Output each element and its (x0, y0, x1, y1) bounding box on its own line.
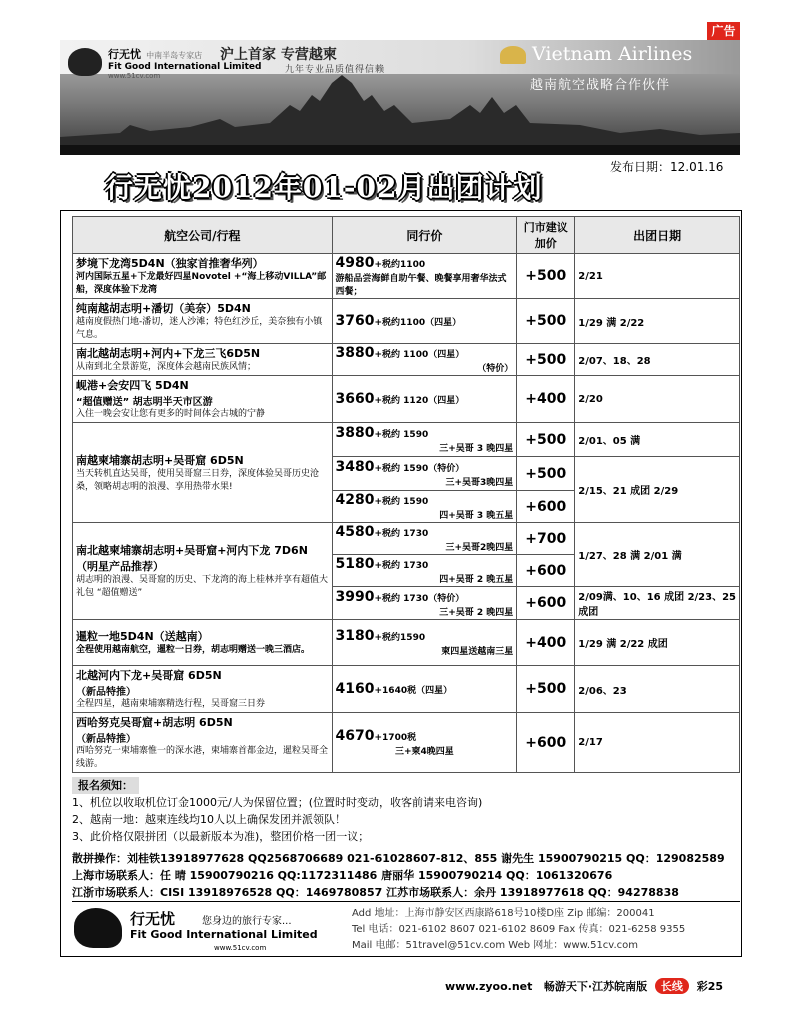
col-route: 航空公司/行程 (73, 217, 333, 254)
add-price: +400 (517, 620, 575, 666)
table-row (73, 620, 740, 666)
page-number: 彩25 (696, 980, 724, 993)
tour-dates: 2/20 (575, 376, 740, 423)
add-price: +600 (517, 713, 575, 773)
slogan: 沪上首家 专营越柬 (220, 47, 337, 63)
tour-dates: 2/07、18、28 (575, 344, 740, 376)
col-add: 门市建议加价 (517, 217, 575, 254)
price-main: 4160 (335, 681, 375, 697)
airline-logo (500, 43, 692, 65)
table-row (73, 666, 740, 713)
route-desc: 从南到北全景游览，深度体会越南民族风情； (76, 362, 257, 372)
price-main: 4670 (335, 728, 375, 744)
price-note: 三+吴哥 3 晚四星 (439, 444, 514, 454)
footer-slogan: 畅游天下·江苏皖南版 (543, 980, 648, 993)
price-tax: +税约 1590 (374, 497, 429, 507)
footer-address: Add 地址：上海市静安区西康路618号10楼D座 Zip 邮编：200041 (352, 908, 655, 919)
route-name: 南北越柬埔寨胡志明+吴哥窟+河内下龙 7D6N（明星产品推荐） (76, 544, 308, 573)
price-note: 四+吴哥 3 晚五星 (439, 511, 514, 521)
footer-logo (74, 906, 334, 952)
footer-company (72, 901, 740, 956)
price-tax: +税约1590 (374, 633, 426, 643)
price-tax: +税约 1100（四星） (374, 350, 465, 360)
route-desc: 河内国际五星+下龙最好四星Novotel +“海上移动VILLA”邮船，深度体验下龙湾 (76, 272, 327, 295)
route-desc: 当天转机直达吴哥，使用吴哥窟三日券，深度体验吴哥历史沧桑，领略胡志明的浪漫、享用热带水果! (76, 468, 320, 492)
table-header-row (73, 217, 740, 254)
horse-logo-icon (74, 908, 122, 948)
page-footer (445, 978, 723, 994)
price-main: 3880 (335, 425, 375, 441)
table-row (73, 344, 740, 376)
footer-mail: Mail 电邮：51travel@51cv.com Web 网址：www.51cv.com (352, 940, 638, 951)
table-row (73, 254, 740, 299)
table-row (73, 376, 740, 423)
add-price: +600 (517, 491, 575, 523)
add-price: +400 (517, 376, 575, 423)
add-price: +500 (517, 254, 575, 299)
price-main: 3480 (335, 459, 375, 475)
price-main: 5180 (335, 556, 375, 572)
route-desc: 入住一晚会安让您有更多的时间体会古城的宁静 (76, 409, 266, 419)
add-price: +600 (517, 587, 575, 620)
tour-dates: 2/21 (575, 254, 740, 299)
footer-en: Fit Good International Limited (130, 928, 318, 941)
logo-cn: 行无忧 (108, 48, 141, 61)
logo-url: www.51cv.com (108, 72, 161, 80)
add-price: +500 (517, 666, 575, 713)
price-tax: +税约 1120（四星） (374, 396, 465, 406)
route-name: 岘港+会安四飞 5D4N (76, 379, 189, 392)
tour-dates: 2/15、21 成团 2/29 (575, 457, 740, 523)
price-tax: +税约 1730（特价） (374, 593, 465, 604)
notice-title: 报名须知： (72, 777, 139, 794)
contact-line: 散拼操作：刘桂铁13918977628 QQ2568706689 021-61028607-812、855 谢先生 15900790215 QQ：129082589 (72, 852, 725, 865)
footer-tel: Tel 电话：021-6102 8607 021-6102 8609 Fax 传真：021-6258 9355 (352, 924, 686, 935)
header-banner (60, 40, 740, 155)
table-row (73, 523, 740, 555)
price-tax: +1700税 (374, 733, 417, 743)
price-note: 三+柬4晚四星 (395, 747, 454, 757)
add-price: +700 (517, 523, 575, 555)
temple-silhouette-icon (60, 75, 740, 155)
ad-tag: 广告 (707, 22, 740, 41)
price-main: 4980 (335, 255, 375, 271)
notice-item: 2、越南一地：越柬连线均10人以上确保发团并派领队！ (72, 813, 346, 826)
contacts-section (72, 850, 740, 901)
route-tag: （新品特推） (76, 687, 136, 698)
route-name: 纯南越胡志明+潘切（美奈）5D4N (76, 302, 251, 315)
col-dates: 出团日期 (575, 217, 740, 254)
route-desc: 全程四星，越南柬埔寨精选行程，吴哥窟三日券 (76, 699, 266, 709)
footer-tagline: 您身边的旅行专家... (202, 916, 292, 927)
price-tax: +1640税（四星） (374, 686, 453, 696)
route-desc: 越南度假热门地-潘切，迷人沙滩；特色红沙丘，美奈独有小镇气息。 (76, 317, 323, 340)
price-main: 4280 (335, 492, 375, 508)
horse-logo-icon (68, 48, 102, 76)
section-pill: 长线 (655, 978, 689, 994)
price-tax: +税约1100 (374, 260, 426, 270)
notice-item: 1、机位以收取机位订金1000元/人为保留位置；(位置时时变动，收客前请来电咨询) (72, 796, 483, 809)
add-price: +500 (517, 423, 575, 457)
tour-dates: 2/06、23 (575, 666, 740, 713)
logo-en: Fit Good International Limited (108, 62, 262, 72)
price-main: 3180 (335, 628, 375, 644)
price-note: 游船品尝海鲜自助午餐、晚餐享用奢华法式西餐； (335, 274, 507, 297)
route-gift: “超值赠送” 胡志明半天市区游 (76, 397, 213, 408)
tour-dates: 1/27、28 满 2/01 满 (575, 523, 740, 587)
price-tax: +税约 1730 (374, 561, 429, 571)
tour-dates: 1/29 满 2/22 (575, 299, 740, 344)
price-main: 3660 (335, 391, 375, 407)
route-name: 梦境下龙湾5D4N（独家首推奢华列） (76, 257, 264, 270)
table-row (73, 423, 740, 457)
airline-name: Vietnam Airlines (532, 43, 693, 65)
route-name: 北越河内下龙+吴哥窟 6D5N (76, 669, 222, 682)
tour-dates: 2/17 (575, 713, 740, 773)
price-main: 3760 (335, 313, 375, 329)
route-desc: 西哈努克一柬埔寨惟一的深水港，柬埔寨首都金边，暹粒吴哥全线游。 (76, 746, 329, 769)
tour-table (72, 216, 740, 773)
price-tax: +税约 1590 (374, 430, 429, 440)
price-note: 四+吴哥 2 晚五星 (439, 575, 514, 585)
publish-date: 发布日期：12.01.16 (610, 160, 724, 174)
price-tax: +税约 1590（特价） (374, 464, 465, 474)
price-note: 三+吴哥2晚四星 (445, 543, 514, 553)
notice-section (72, 777, 740, 845)
add-price: +500 (517, 457, 575, 491)
add-price: +500 (517, 299, 575, 344)
route-desc: 胡志明的浪漫、吴哥窟的历史、下龙湾的海上桂林并享有超值大礼包 “超值赠送” (76, 575, 329, 598)
contact-line: 上海市场联系人：任 晴 15900790216 QQ:1172311486 唐丽华 15900790214 QQ：1061320676 (72, 869, 613, 882)
tour-dates: 1/29 满 2/22 成团 (575, 620, 740, 666)
add-price: +600 (517, 555, 575, 587)
route-name: 西哈努克吴哥窟+胡志明 6D5N (76, 716, 233, 729)
add-price: +500 (517, 344, 575, 376)
contact-line: 江浙市场联系人：CISI 13918976528 QQ：1469780857 江苏市场联系人：余丹 13918977618 QQ：94278838 (72, 886, 679, 899)
logo-cn-sub: 中南半岛专家店 (146, 51, 203, 60)
airline-sub: 越南航空战略合作伙伴 (530, 78, 671, 93)
footer-cn: 行无忧 (130, 910, 176, 928)
route-tag: （新品特推） (76, 734, 136, 745)
price-tax: +税约 1730 (374, 529, 429, 539)
route-desc: 全程使用越南航空，暹粒一日券，胡志明赠送一晚三酒店。 (76, 645, 311, 655)
footer-info (352, 906, 740, 954)
table-row (73, 713, 740, 773)
price-main: 4580 (335, 524, 375, 540)
col-price: 同行价 (332, 217, 517, 254)
route-name: 南越柬埔寨胡志明+吴哥窟 6D5N (76, 453, 244, 467)
price-tax: +税约1100（四星） (374, 318, 462, 328)
price-note: （特价） (477, 364, 514, 374)
notice-item: 3、此价格仅限拼团（以最新版本为准)，整团价格一团一议； (72, 830, 370, 843)
route-name: 暹粒一地5D4N（送越南） (76, 630, 209, 643)
price-note: 柬四星送越南三星 (441, 647, 514, 657)
page-title: 行无忧2012年01-02月出团计划 (105, 171, 543, 204)
tour-dates: 2/09满、10、16 成团 2/23、25 成团 (575, 587, 740, 620)
price-main: 3990 (335, 588, 375, 605)
price-main: 3880 (335, 345, 375, 361)
tour-dates: 2/01、05 满 (575, 423, 740, 457)
table-row (73, 299, 740, 344)
footer-url: www.51cv.com (214, 944, 267, 952)
lotus-icon (500, 46, 526, 64)
slogan-sub: 九年专业品质值得信赖 (285, 65, 386, 75)
price-note: 三+吴哥 2 晚四星 (439, 607, 514, 618)
price-note: 三+吴哥3晚四星 (445, 478, 514, 488)
footer-site: www.zyoo.net (445, 980, 533, 993)
route-name: 南北越胡志明+河内+下龙三飞6D5N (76, 347, 261, 360)
